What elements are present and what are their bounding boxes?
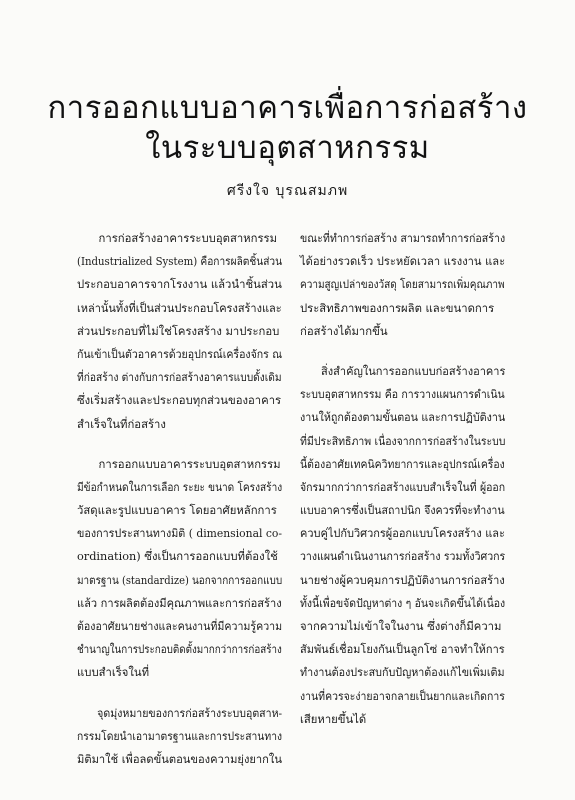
text-line: ประสิทธิภาพของการผลิต และขนาดการ (300, 301, 495, 315)
text-line: ระบบอุตสาหกรรม คือ การวางแผนการดำเนิน (300, 388, 505, 402)
text-line: นี้ต้องอาศัยเทคนิควิทยาการและอุปกรณ์เครื่อง (300, 457, 505, 471)
text-line: ได้อย่างรวดเร็ว ประหยัดเวลา แรงงาน และ (300, 255, 506, 269)
text-line: กันเข้าเป็นตัวอาคารด้วยอุปกรณ์เครื่องจักร ณ (77, 347, 283, 361)
text-line: ที่มีประสิทธิภาพ เนื่องจากการก่อสร้างในระบบ (300, 434, 506, 448)
text-line: จักรมากกว่าการก่อสร้างแบบสำเร็จในที่ ผู้ออก (300, 480, 506, 494)
text-line: วางแผนดำเนินงานการก่อสร้าง รวมทั้งวิศวกร (300, 550, 506, 564)
text-line: ชำนาญในการประกอบติดตั้งมากกว่าการก่อสร้าง (77, 643, 282, 657)
text-line: ส่วนประกอบที่ไม่ใช่โครงสร้าง มาประกอบ (77, 324, 280, 338)
paragraph (300, 360, 506, 731)
right-text-column (300, 227, 506, 748)
text-line: เสียหายขึ้นได้ (300, 712, 367, 726)
text-line: แบบอาคารซึ่งเป็นสถาปนิก จึงควรที่จะทำงาน (300, 504, 505, 518)
text-line: ก่อสร้างได้มากขึ้น (300, 324, 388, 338)
text-line: สิ่งสำคัญในการออกแบบก่อสร้างอาคาร (300, 364, 506, 378)
text-line: ประกอบอาคารจากโรงงาน แล้วนำชิ้นส่วน (77, 278, 282, 292)
text-line: ทั้งนี้เพื่อขจัดปัญหาต่าง ๆ อันจะเกิดขึ้นได้เนื่อง (300, 596, 506, 610)
text-line: (Industrialized System) คือการผลิตชิ้นส่วน (77, 255, 283, 269)
text-line: มิติมาใช้ เพื่อลดขั้นตอนของความยุ่งยากใน (77, 752, 282, 766)
text-line: ควบคู่ไปกับวิศวกรผู้ออกแบบโครงสร้าง และ (300, 527, 505, 541)
author-name: ศรีงใจ บุรณสมภพ (226, 183, 349, 199)
text-line: กรรมโดยนำเอามาตรฐานและการประสานทาง (77, 729, 283, 743)
text-line: แบบสำเร็จในที่ (77, 666, 150, 680)
text-line: สัมพันธ์เชื่อมโยงกันเป็นลูกโซ่ อาจทำให้การ (300, 643, 505, 657)
text-line: ต้องอาศัยนายช่างและคนงานที่มีความรู้ความ (77, 620, 283, 633)
text-line: ที่ก่อสร้าง ต่างกับการก่อสร้างอาคารแบบดั้งเดิม (77, 371, 282, 385)
text-line: มีข้อกำหนดในการเลือก ระยะ ขนาด โครงสร้าง (77, 480, 283, 494)
text-line: ซึ่งเริ่มสร้างและประกอบทุกส่วนของอาคาร (77, 394, 282, 408)
paragraph (77, 453, 283, 685)
text-line: มาตรฐาน (standardize) นอกจากการออกแบบ (77, 573, 283, 587)
text-line: งานที่ควรจะง่ายอาจกลายเป็นยากและเกิดการ (300, 689, 505, 703)
text-line: ของการประสานทางมิติ ( dimensional co- (77, 527, 283, 541)
text-line: แล้ว การผลิตต้องมีคุณภาพและการก่อสร้าง (77, 596, 282, 610)
text-line: การออกแบบอาคารระบบอุตสาหกรรม (77, 457, 281, 471)
text-line: เหล่านั้นทั้งที่เป็นส่วนประกอบโครงสร้างและ (77, 301, 282, 315)
text-line: จุดมุ่งหมายของการก่อสร้างระบบอุตสาห- (77, 706, 283, 720)
text-line: สำเร็จในที่ก่อสร้าง (77, 417, 166, 431)
text-line: จากความไม่เข้าใจในงาน ซึ่งต่างก็มีความ (300, 620, 502, 633)
paragraph (300, 227, 506, 343)
text-line: ขณะที่ทำการก่อสร้าง สามารถทำการก่อสร้าง (300, 232, 506, 245)
left-text-column (77, 227, 283, 788)
article-title (0, 88, 575, 168)
text-line: ทำงานต้องประสบกับปัญหาต้องแก้ไขเพิ่มเติม (300, 666, 505, 680)
text-line: วัสดุและรูปแบบอาคาร โดยอาศัยหลักการ (77, 504, 277, 518)
title-line-2: ในระบบอุตสาหกรรม (145, 130, 430, 166)
paragraph (77, 227, 283, 436)
title-line-1: การออกแบบอาคารเพื่อการก่อสร้าง (47, 90, 528, 126)
text-line: ความสูญเปล่าของวัสดุ โดยสามารถเพิ่มคุณภาพ (300, 278, 505, 292)
text-line: นายช่างผู้ควบคุมการปฏิบัติงานการก่อสร้าง (300, 573, 505, 587)
text-line: การก่อสร้างอาคารระบบอุตสาหกรรม (77, 232, 278, 245)
paragraph (77, 702, 283, 772)
text-line: งานให้ถูกต้องตามขั้นตอน และการปฏิบัติงาน (300, 411, 506, 425)
text-line: ordination) ซึ่งเป็นการออกแบบที่ต้องใช้ (77, 550, 278, 564)
